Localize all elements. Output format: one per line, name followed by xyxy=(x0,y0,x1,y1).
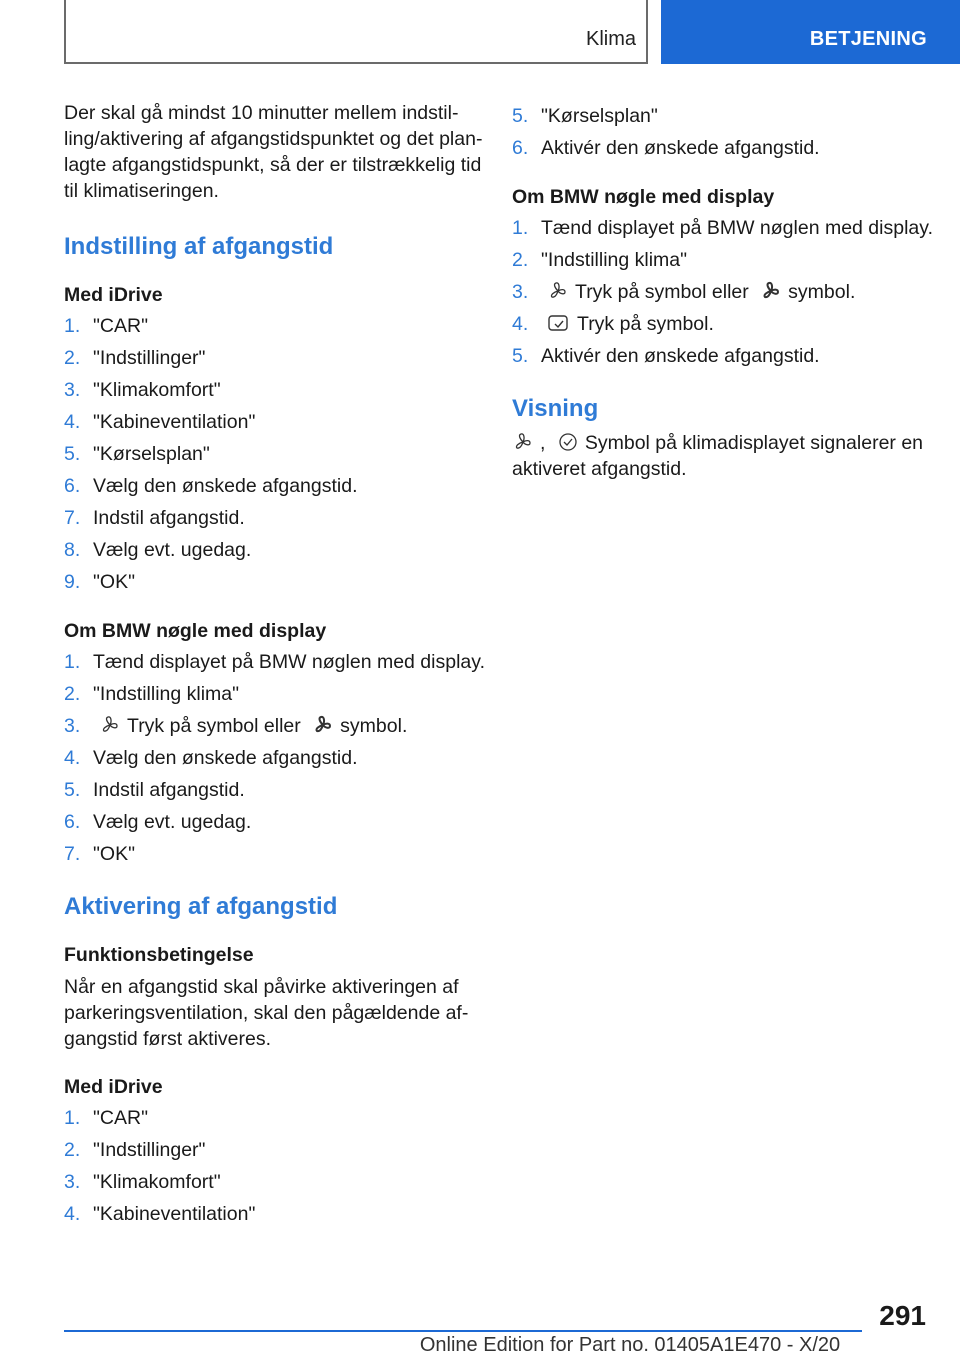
subheading-med-idrive-2: Med iDrive xyxy=(64,1076,163,1098)
list-item: 3. Tryk på symbol eller symbol. xyxy=(512,281,856,303)
list-item: 7. Indstil afgangstid. xyxy=(64,507,245,529)
list-item: 6. Vælg den ønskede afgangstid. xyxy=(64,475,358,497)
fan-bold-icon xyxy=(760,281,782,301)
list-item: 4. "Kabineventilation" xyxy=(64,1203,256,1225)
list-item: 6. Vælg evt. ugedag. xyxy=(64,811,252,833)
intro-line: Der skal gå mindst 10 minutter mellem indstil- xyxy=(64,102,459,124)
header-section-title: Klima xyxy=(585,28,636,50)
list-item: 3. Tryk på symbol eller symbol. xyxy=(64,715,408,737)
idrive-steps xyxy=(64,310,484,598)
list-item: 5. "Kørselsplan" xyxy=(64,443,210,465)
fan-icon xyxy=(547,281,569,301)
list-item: 3. "Klimakomfort" xyxy=(64,379,221,401)
list-item: 7. "OK" xyxy=(64,843,136,865)
list-item: 2. "Indstillinger" xyxy=(64,347,206,369)
right-column xyxy=(512,100,932,482)
subheading-med-idrive: Med iDrive xyxy=(64,284,163,306)
footer-rule xyxy=(64,1330,862,1332)
intro-paragraph xyxy=(64,100,484,204)
subheading-bmw-key: Om BMW nøgle med display xyxy=(64,620,327,642)
list-item: 2. "Indstilling klima" xyxy=(512,249,688,271)
key-steps xyxy=(64,646,484,870)
key-steps-right xyxy=(512,212,932,372)
list-item: 1. Tænd displayet på BMW nøglen med display. xyxy=(512,217,933,239)
condition-line: parkeringsventilation, skal den pågældende af- xyxy=(64,1002,469,1024)
clock-icon xyxy=(557,432,579,452)
intro-line: til klimatiseringen. xyxy=(64,180,219,202)
fan-bold-icon xyxy=(312,715,334,735)
display-paragraph xyxy=(512,430,932,482)
intro-line: ling/aktivering af afgangstidspunktet og det plan- xyxy=(64,128,483,150)
idrive2-steps xyxy=(64,1102,484,1230)
display-text-line: aktiveret afgangstid. xyxy=(512,458,687,480)
list-item: 4. Vælg den ønskede afgangstid. xyxy=(64,747,358,769)
display-comma: , xyxy=(540,432,546,454)
condition-paragraph xyxy=(64,974,484,1052)
list-item: 2. "Indstillinger" xyxy=(64,1139,206,1161)
key-display-icon xyxy=(547,313,571,333)
intro-line: lagte afgangstidspunkt, så der er tilstrækkelig tid xyxy=(64,154,482,176)
continued-steps xyxy=(512,100,932,164)
condition-line: gangstid først aktiveres. xyxy=(64,1028,271,1050)
heading-indstilling: Indstilling af afgangstid xyxy=(64,233,334,260)
display-text-line: Symbol på klimadisplayet signalerer en xyxy=(584,432,924,454)
subheading-bmw-key-right: Om BMW nøgle med display xyxy=(512,186,775,208)
list-item: 5. "Kørselsplan" xyxy=(512,105,658,127)
list-item: 5. Indstil afgangstid. xyxy=(64,779,245,801)
list-item: 1. "CAR" xyxy=(64,315,149,337)
list-item: 4. "Kabineventilation" xyxy=(64,411,256,433)
list-item: 1. Tænd displayet på BMW nøglen med display. xyxy=(64,651,485,673)
left-column xyxy=(64,100,484,1230)
subheading-funktionsbetingelse: Funktionsbetingelse xyxy=(64,944,254,966)
fan-icon xyxy=(512,432,534,452)
list-item: 6. Aktivér den ønskede afgangstid. xyxy=(512,137,820,159)
list-item: 1. "CAR" xyxy=(64,1107,149,1129)
list-item: 9. "OK" xyxy=(64,571,136,593)
heading-visning: Visning xyxy=(512,395,599,422)
header-chapter-tab: BETJENING xyxy=(661,0,960,64)
list-item: 3. "Klimakomfort" xyxy=(64,1171,221,1193)
list-item: 2. "Indstilling klima" xyxy=(64,683,240,705)
edition-note: Online Edition for Part no. 01405A1E470 - X/20 xyxy=(419,1334,841,1356)
page-number: 291 xyxy=(879,1300,926,1331)
list-item: 4. Tryk på symbol. xyxy=(512,313,714,335)
condition-line: Når en afgangstid skal påvirke aktiveringen af xyxy=(64,976,459,998)
fan-icon xyxy=(99,715,121,735)
list-item: 8. Vælg evt. ugedag. xyxy=(64,539,252,561)
list-item: 5. Aktivér den ønskede afgangstid. xyxy=(512,345,820,367)
heading-aktivering: Aktivering af afgangstid xyxy=(64,893,338,920)
